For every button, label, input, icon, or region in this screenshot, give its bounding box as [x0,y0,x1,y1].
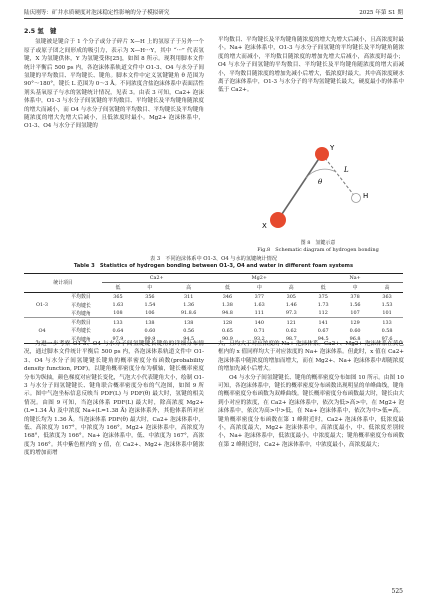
table-ion-header: Na+ [307,274,403,283]
table-cell: 129 [339,318,371,327]
level-header: 高 [275,283,307,292]
table-cell: 0.58 [381,327,393,334]
covalent-bond-line [278,154,322,220]
table-cell: 133 [102,318,134,327]
table-cell: 133 [371,318,403,327]
table-item-label: 平均数目 [71,294,91,301]
table-cell: 141 [307,318,339,327]
table-ion-header: Mg2+ [211,274,307,283]
table-cell: 1.53 [381,302,393,309]
table-cell: 0.56 [183,327,195,334]
table-cell: 377 [254,293,264,300]
paragraph: 平均数目、平均键长及平均键角随浓度的增大先增大后减小，且高浓度时最小。Na+ 泡沫体系中，O1-3 与水分子间氢键的平均键长及平均键角随浓度的增大而减小，平均数目随浓度的增加先增大后减小，高浓度时最小；O4 与水分子间氢键的平均数目、平均键长及平均键角随浓度的增大而减小，平均数目随浓度的增加先减小后增大，低浓度时最大。其中高浓度硬水离子泡沫体系中，O1-3 与水分子的平均氢键键长最大，硬度最小的体系中低于 Ca2+。 [218,37,404,94]
level-header: 中 [339,283,371,292]
table-cell: 97.3 [285,310,297,317]
table-group-label: O4 [24,318,60,344]
table-cell: 0.62 [285,327,297,334]
table-cell: 0.65 [221,327,233,334]
table-cell: 363 [382,293,392,300]
table-cell: 0.71 [253,327,265,334]
table-cell: 108 [113,310,123,317]
table-item-label: 平均键角 [71,310,91,317]
header-issue: 2025 年第 S1 期 [359,10,403,16]
table-cell: 1.63 [112,302,124,309]
table-caption [18,256,409,270]
table-cell: 0.64 [112,327,124,334]
table-row [24,318,403,327]
table-cell: 1.36 [183,302,195,309]
hydrogen-bond-table [24,273,403,344]
paragraph: 大，且均大于对应浓度的 Na+ 泡沫体系。Ca2+、Mg2+ 泡沫体系在黄色框内的 x 值同样均大于对应浓度的 Na+ 泡沫体系。但此时，x 值在 Ca2+ 泡沫体系中随浓度的增加而增大，而在 Mg2+、Na+ 泡沫体系中却随浓度的增加先减小后增大。 [218,341,404,373]
level-header: 低 [102,283,134,292]
bond-length-label: L [344,166,349,174]
table-ion-header: Ca2+ [102,274,211,283]
table-cell: 356 [145,293,155,300]
paragraph: O4 与水分子间氢键键长、键角的概率密度分布如图 10 所示。由图 10 可知，各泡沫体系中，键长的概率密度分布函数出现明显的单峰曲线，键角的概率密度分布函数为双峰曲线。键长概率密度分布函数最大时，键长由大到小对应的浓度，在 Ca2+ 泡沫体系中，依次为低>高>中，在 Mg2+ 泡沫体系中，依次为高>中>低，在 Na+ 泡沫体系中，依次为中>低=高。键角概率密度分布函数在第 1 峰附近时，Ca2+ 泡沫体系中，低浓度最小，高浓度最大，Mg2+ 泡沫体系中，高浓度最小，中、低浓度差别较小，Na+ 泡沫体系中，低浓度最小，中浓度最大；键角概率密度分布函数在第 2 峰附近时，Ca2+ 泡沫体系中，中浓度最小，高浓度最大； [218,374,404,448]
table-cell: 93.2 [243,335,275,344]
level-header: 低 [211,283,243,292]
table-cell: 140 [243,318,275,327]
table-stat-header: 统计项目 [24,274,102,293]
table-row [24,301,403,309]
x-atom [270,212,286,228]
section-heading: 2.5 氢 键 [24,28,57,35]
paragraph: 为进一步考察 O1-3、O4 与水分子间氢键键长键角的详细分布情况，通过脚本文件统计平衡后 500 ps 内，各泡沫体系轨道文件中 O1-3、O4 与水分子间氢键键长键角的概率密度分布函数(probability density function, PDF)。以键角概率密度分布为横轴，键长概率密度分布为纵轴，颜色梯度对应键长变化，气泡大小代表键角大小，绘制 O1-3 与水分子间氢键键长、键角联合概率密度分布的气泡图，如图 9 所示。图中气泡坐标信息反映当 PDF(L) 与 PDF(θ) 最大时，氢键的相关情况。由图 9 可知，当泡沫体系 PDF(L) 最大时，除高浓度 Mg2+(L=1.34 Å) 及中浓度 Na+(L=1.38 Å) 泡沫体系外，其他体系所对应的键长均为 1.36 Å。当泡沫体系 PDF(θ) 最大时，Ca2+ 泡沫体系中，低、高浓度为 167°，中浓度为 166°。Mg2+ 泡沫体系中，高浓度为 168°，低浓度为 166°。Na+ 泡沫体系中，低、中浓度为 167°，高浓度为 166°。其中紫色框内的 y 值，在 Ca2+、Mg2+ 泡沫体系中随浓度的增加而增 [24,341,204,457]
paragraph: 氢键被是键合于 1 个分子或分子碎片 X—H 上的氢原子于另外一个原子或原子团之间形成的吸引力，表示为 X—H···Y，其中 “···” 代表氢键，X 为氢键供体，Y 为氢键受体[25]，如图 8 所示。现利用脚本文件统计平衡后 500 ps 内，各泡沫体系轨道文件中 O1-3、O4 与水分子间氢键的平均数目、平均键长、键角。脚本文件中定义氢键键角 θ 范围为 90°～180°，键长 L 范围为 0～3 Å。不同浓度含盐泡沫体系中表面活性剂头基氧原子与水的氢键统计情况，见表 3。由表 3 可知，Ca2+ 泡沫体系中，O1-3 与水分子间氢键的平均数目、平均键长及平均键角随浓度的增大而减小，而 O4 与水分子间氢键的平均数目、平均键长及平均键角随浓度的增大先增大后减小，且低浓度时最小。Mg2+ 泡沫体系中，O1-3、O4 与水分子间氢键的 [24,39,204,130]
table-cell: 311 [183,293,194,300]
table-cell: 128 [211,318,243,327]
table-cell: 94.5 [166,335,212,344]
table-cell: 1.56 [349,302,361,309]
table-cell: 98.7 [275,335,307,344]
table-cell: 107 [350,310,360,317]
table-cell: 97.9 [102,335,134,344]
table-cell: 1.54 [144,302,156,309]
table-item-label: 平均数目 [60,318,102,327]
h-atom [352,194,361,203]
table-cell: 1.46 [285,302,297,309]
table-cell: 94.8 [221,310,233,317]
table-cell: 346 [222,293,233,300]
table-cell: 0.60 [144,327,156,334]
table-caption-en: Table 3 Statistics of hydrogen bonding between O1-3, O4 and water in different foam systems [73,263,354,269]
table-item-label: 平均键角 [60,335,102,344]
table-cell: 91.8.6 [180,310,197,317]
table-cell: 90.9 [211,335,243,344]
table-cell: 101 [382,310,392,317]
table-cell: 106 [145,310,155,317]
table-item-label: 平均键长 [71,302,91,309]
table-caption-cn: 表 3 不同泡沫体系中 O1-3、O4 与水的氢键统计情况 [150,256,277,262]
table-row [24,327,403,335]
level-header: 高 [371,283,403,292]
x-atom-label: X [262,222,267,230]
figure-caption-en: Fig.8 Schematic diagram of hydrogen bonding [257,247,379,253]
table-cell: 1.73 [317,302,329,309]
page-number: 525 [391,588,403,595]
table-cell: 0.60 [349,327,361,334]
table-item-label: 平均键长 [71,328,91,335]
running-header [24,8,403,19]
level-header: 高 [166,283,212,292]
h-atom-label: H [363,192,369,200]
hbond-dashed-line [322,154,356,198]
table-cell: 375 [318,293,328,300]
figure-caption-cn: 图 8 氢键示意 [300,240,336,246]
table-cell: 112 [318,310,328,317]
y-atom [315,147,329,161]
angle-label: θ [318,178,323,186]
table-cell: 138 [166,318,212,327]
table-cell: 97.6 [371,335,403,344]
left-column [24,28,204,131]
table-group-label: O1-3 [36,302,48,309]
header-title: 陆庆刚等：矿井水质硬度对泡沫稳定性影响的分子模拟研究 [24,10,170,16]
y-atom-label: Y [330,144,335,152]
table-cell: 365 [113,293,123,300]
table-cell: 1.38 [221,302,233,309]
table-cell: 121 [275,318,307,327]
table-row [24,292,403,301]
hydrogen-bond-diagram [238,132,406,244]
table-cell: 1.63 [253,302,265,309]
bottom-right-column [218,340,404,449]
table-cell: 0.67 [317,327,329,334]
table-cell: 138 [134,318,166,327]
table-cell: 99.9 [134,335,166,344]
table-row [24,309,403,318]
table-cell: 378 [350,293,360,300]
right-column-top [218,36,404,95]
bottom-left-column [24,340,204,458]
level-header: 中 [243,283,275,292]
level-header: 中 [134,283,166,292]
table-cell: 96.8 [339,335,371,344]
table-cell: 111 [254,310,264,317]
level-header: 低 [307,283,339,292]
table-cell: 94.5 [307,335,339,344]
table-cell: 305 [286,293,296,300]
figure-caption [218,240,418,254]
